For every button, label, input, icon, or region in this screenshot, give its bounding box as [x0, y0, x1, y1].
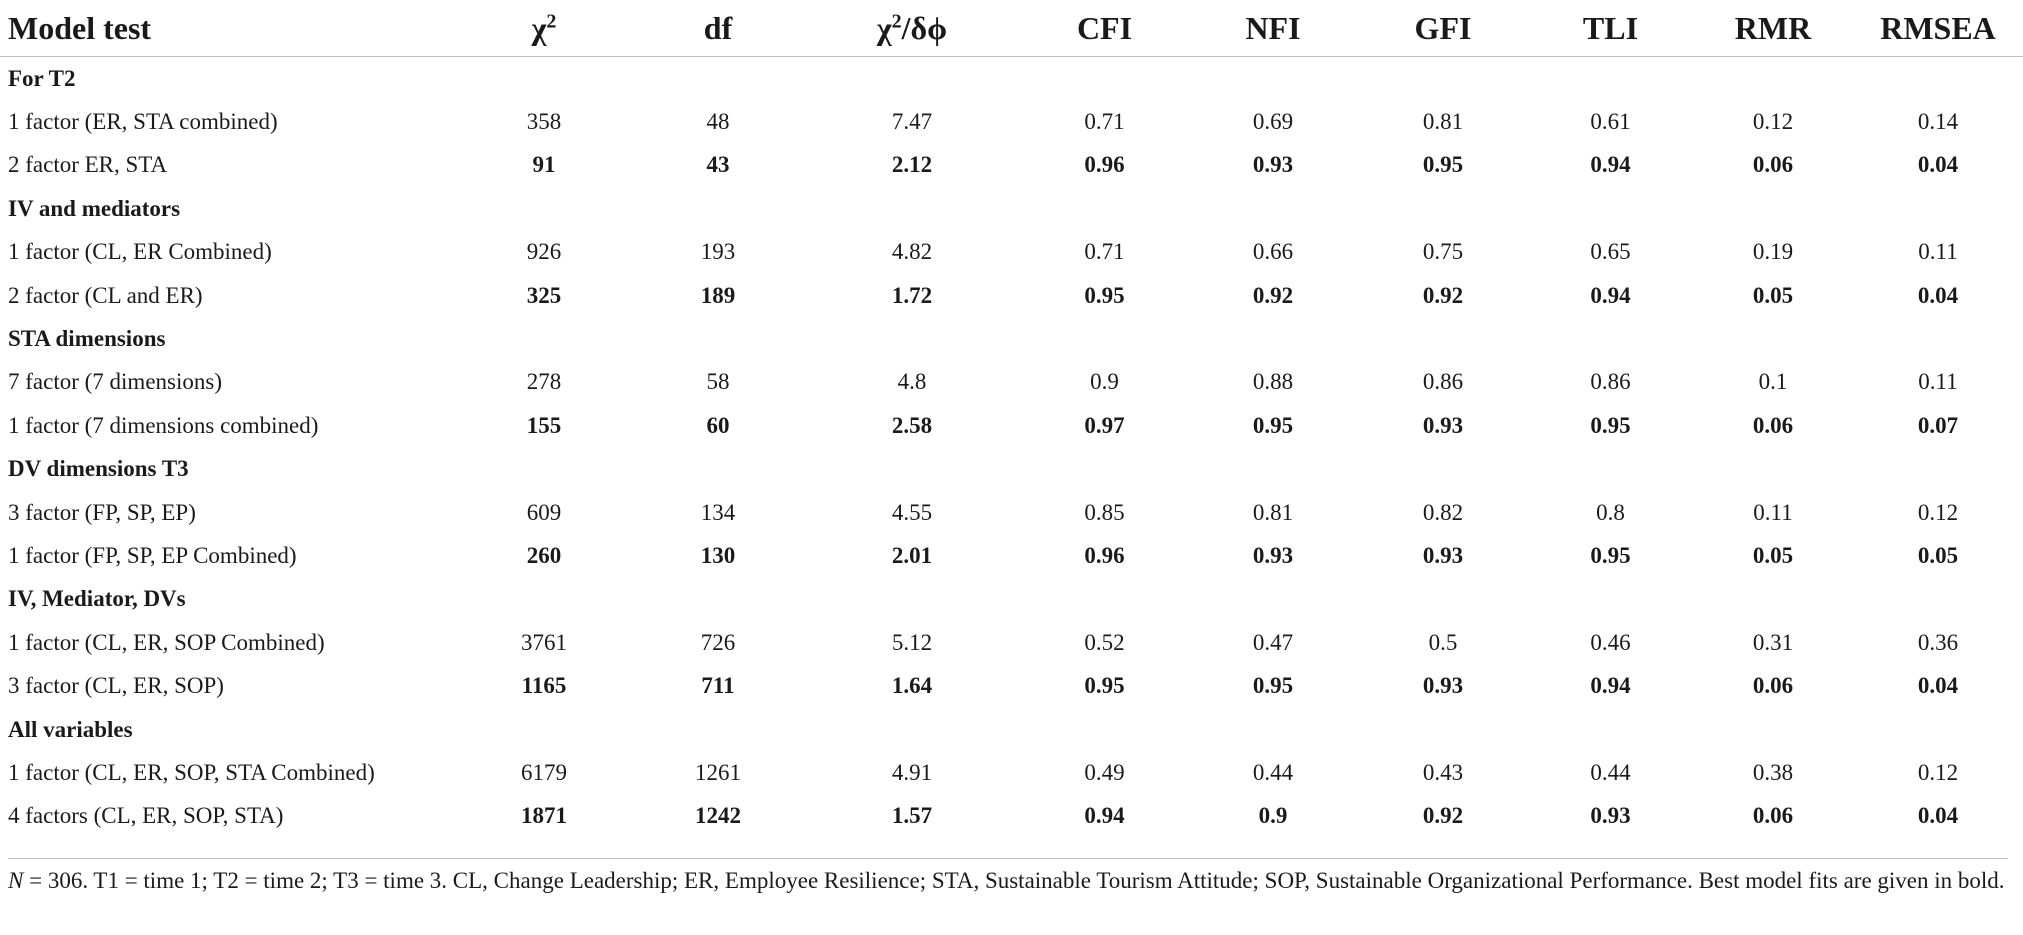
value-cell: 0.44 — [1590, 759, 1631, 785]
value-cell: 0.38 — [1752, 759, 1794, 785]
header-rmsea: RMSEA — [1853, 0, 2023, 57]
value-cell: 0.49 — [1084, 759, 1125, 785]
value-cell: 0.36 — [1917, 629, 1959, 655]
model-label-cell: 4 factors (CL, ER, SOP, STA) — [8, 803, 284, 829]
value-cell: 43 — [706, 152, 730, 178]
value-cell: 58 — [706, 369, 730, 395]
header-row — [0, 0, 2023, 57]
model-label-cell: 1 factor (CL, ER, SOP, STA Combined) — [8, 759, 375, 785]
value-cell: 0.86 — [1590, 369, 1631, 395]
value-cell: 0.06 — [1752, 803, 1794, 829]
section-title: IV and mediators — [8, 195, 181, 221]
value-cell: 4.8 — [897, 369, 927, 395]
model-label-cell: 3 factor (FP, SP, EP) — [8, 499, 196, 525]
header-rmr: RMR — [1693, 0, 1853, 57]
section-header-row — [0, 708, 2023, 751]
value-cell: 0.04 — [1917, 282, 1959, 308]
value-cell: 0.14 — [1917, 109, 1959, 135]
table-row-best-fit — [0, 795, 2023, 838]
value-cell: 0.04 — [1917, 152, 1959, 178]
value-cell: 325 — [526, 282, 562, 308]
table-row — [0, 491, 2023, 534]
value-cell: 0.69 — [1252, 109, 1294, 135]
value-cell: 0.9 — [1258, 803, 1288, 829]
value-cell: 0.65 — [1590, 239, 1631, 265]
value-cell: 0.95 — [1084, 282, 1125, 308]
value-cell: 60 — [706, 412, 730, 438]
model-label-cell: 1 factor (ER, STA combined) — [8, 109, 278, 135]
value-cell: 0.95 — [1590, 412, 1631, 438]
value-cell: 2.12 — [891, 152, 933, 178]
value-cell: 0.11 — [1918, 239, 1958, 265]
value-cell: 711 — [701, 673, 735, 699]
value-cell: 134 — [700, 499, 736, 525]
value-cell: 0.96 — [1084, 152, 1125, 178]
value-cell: 4.55 — [891, 499, 933, 525]
value-cell: 0.07 — [1917, 412, 1959, 438]
value-cell: 0.12 — [1917, 759, 1959, 785]
value-cell: 0.05 — [1917, 542, 1959, 568]
value-cell: 0.47 — [1252, 629, 1294, 655]
value-cell: 0.93 — [1422, 542, 1464, 568]
model-label-cell: 1 factor (CL, ER Combined) — [8, 239, 272, 265]
table-row — [0, 751, 2023, 794]
value-cell: 0.11 — [1753, 499, 1793, 525]
header-gfi: GFI — [1358, 0, 1528, 57]
value-cell: 2.01 — [891, 542, 933, 568]
section-title: All variables — [8, 716, 133, 742]
value-cell: 0.93 — [1252, 152, 1294, 178]
value-cell: 0.86 — [1422, 369, 1464, 395]
value-cell: 0.19 — [1752, 239, 1794, 265]
table-header — [0, 0, 2023, 57]
model-label-cell: 1 factor (FP, SP, EP Combined) — [8, 542, 297, 568]
header-chi-square — [455, 0, 633, 57]
value-cell: 0.95 — [1590, 542, 1631, 568]
value-cell: 0.85 — [1084, 499, 1125, 525]
value-cell: 0.66 — [1252, 239, 1294, 265]
value-cell: 91 — [532, 152, 556, 178]
value-cell: 2.58 — [891, 412, 933, 438]
section-title: IV, Mediator, DVs — [8, 586, 186, 612]
value-cell: 0.94 — [1084, 803, 1125, 829]
header-tli: TLI — [1528, 0, 1693, 57]
value-cell: 0.9 — [1090, 369, 1119, 395]
value-cell: 0.93 — [1422, 673, 1464, 699]
value-cell: 0.12 — [1917, 499, 1959, 525]
value-cell: 4.91 — [891, 759, 933, 785]
value-cell: 3761 — [521, 629, 567, 655]
footnote-n-label: N — [8, 868, 24, 893]
model-label-cell: 1 factor (CL, ER, SOP Combined) — [8, 629, 325, 655]
value-cell: 0.93 — [1252, 542, 1294, 568]
value-cell: 260 — [526, 542, 562, 568]
value-cell: 0.94 — [1590, 282, 1631, 308]
value-cell: 0.93 — [1590, 803, 1631, 829]
model-label-cell: 1 factor (7 dimensions combined) — [8, 412, 319, 438]
value-cell: 1.57 — [891, 803, 933, 829]
header-cfi: CFI — [1021, 0, 1188, 57]
value-cell: 0.05 — [1752, 542, 1794, 568]
table-row — [0, 100, 2023, 143]
table-row-best-fit — [0, 404, 2023, 447]
value-cell: 0.43 — [1422, 759, 1464, 785]
value-cell: 0.05 — [1752, 282, 1794, 308]
value-cell: 0.04 — [1917, 673, 1959, 699]
value-cell: 0.93 — [1422, 412, 1464, 438]
value-cell: 1.64 — [891, 673, 933, 699]
value-cell: 1242 — [695, 803, 741, 829]
section-title: For T2 — [8, 65, 76, 91]
value-cell: 726 — [700, 629, 736, 655]
value-cell: 0.95 — [1252, 673, 1294, 699]
value-cell: 1871 — [521, 803, 567, 829]
value-cell: 609 — [526, 499, 562, 525]
value-cell: 0.11 — [1918, 369, 1958, 395]
value-cell: 0.8 — [1596, 499, 1625, 525]
header-ratio-sup: 2 — [891, 9, 902, 32]
section-header-row — [0, 187, 2023, 230]
value-cell: 1165 — [521, 673, 567, 699]
value-cell: 0.46 — [1590, 629, 1631, 655]
value-cell: 6179 — [521, 759, 567, 785]
value-cell: 278 — [526, 369, 562, 395]
value-cell: 0.94 — [1590, 152, 1631, 178]
value-cell: 926 — [526, 239, 562, 265]
value-cell: 0.52 — [1084, 629, 1125, 655]
section-header-row — [0, 448, 2023, 491]
value-cell: 0.44 — [1252, 759, 1294, 785]
value-cell: 189 — [700, 282, 736, 308]
value-cell: 0.12 — [1752, 109, 1794, 135]
value-cell: 0.61 — [1590, 109, 1631, 135]
header-model-test: Model test — [0, 0, 455, 57]
value-cell: 0.75 — [1422, 239, 1464, 265]
value-cell: 0.06 — [1752, 673, 1794, 699]
value-cell: 155 — [526, 412, 562, 438]
value-cell: 0.04 — [1917, 803, 1959, 829]
value-cell: 0.81 — [1252, 499, 1294, 525]
table-row-best-fit — [0, 274, 2023, 317]
value-cell: 7.47 — [891, 109, 933, 135]
section-header-row — [0, 578, 2023, 621]
section-title: STA dimensions — [8, 326, 166, 352]
value-cell: 0.92 — [1422, 282, 1464, 308]
table-row — [0, 621, 2023, 664]
model-label-cell: 7 factor (7 dimensions) — [8, 369, 222, 395]
value-cell: 48 — [706, 109, 730, 135]
footnote-text: = 306. T1 = time 1; T2 = time 2; T3 = time 3. CL, Change Leadership; ER, Employee Resilience; STA, Sustainable Tourism Attitude; SOP, Sustainable Organizational Performance. Best model fits are given in bold. — [23, 868, 2005, 893]
value-cell: 0.1 — [1758, 369, 1788, 395]
header-chi-square-sup: 2 — [546, 9, 557, 32]
value-cell: 5.12 — [891, 629, 933, 655]
value-cell: 0.5 — [1428, 629, 1458, 655]
header-ratio-base: χ — [876, 9, 892, 46]
section-header-row — [0, 57, 2023, 101]
value-cell: 0.88 — [1252, 369, 1294, 395]
table-footnote — [8, 858, 2008, 898]
value-cell: 1.72 — [891, 282, 933, 308]
value-cell: 0.94 — [1590, 673, 1631, 699]
value-cell: 0.95 — [1252, 412, 1294, 438]
value-cell: 0.95 — [1422, 152, 1464, 178]
value-cell: 0.71 — [1084, 239, 1125, 265]
value-cell: 0.96 — [1084, 542, 1125, 568]
value-cell: 0.95 — [1084, 673, 1125, 699]
model-label-cell: 2 factor (CL and ER) — [8, 282, 203, 308]
value-cell: 0.92 — [1252, 282, 1294, 308]
section-header-row — [0, 317, 2023, 360]
value-cell: 130 — [700, 542, 736, 568]
table-row-best-fit — [0, 664, 2023, 707]
table-row — [0, 231, 2023, 274]
value-cell: 4.82 — [891, 239, 933, 265]
value-cell: 0.71 — [1084, 109, 1125, 135]
table-body — [0, 57, 2023, 839]
section-title: DV dimensions T3 — [8, 456, 189, 482]
table-row-best-fit — [0, 144, 2023, 187]
model-label-cell: 3 factor (CL, ER, SOP) — [8, 673, 224, 699]
header-nfi: NFI — [1188, 0, 1358, 57]
header-chi-square-ratio — [803, 0, 1021, 57]
header-chi-square-base: χ — [531, 9, 547, 46]
value-cell: 0.92 — [1422, 803, 1464, 829]
value-cell: 0.82 — [1422, 499, 1464, 525]
value-cell: 0.31 — [1752, 629, 1794, 655]
table-row-best-fit — [0, 534, 2023, 577]
value-cell: 0.81 — [1422, 109, 1464, 135]
value-cell: 0.06 — [1752, 412, 1794, 438]
value-cell: 0.06 — [1752, 152, 1794, 178]
value-cell: 1261 — [695, 759, 741, 785]
table-row — [0, 361, 2023, 404]
value-cell: 193 — [700, 239, 736, 265]
value-cell: 358 — [526, 109, 562, 135]
value-cell: 0.97 — [1084, 412, 1125, 438]
header-df: df — [633, 0, 803, 57]
header-ratio-rest: /δϕ — [901, 9, 948, 46]
model-label-cell: 2 factor ER, STA — [8, 152, 168, 178]
